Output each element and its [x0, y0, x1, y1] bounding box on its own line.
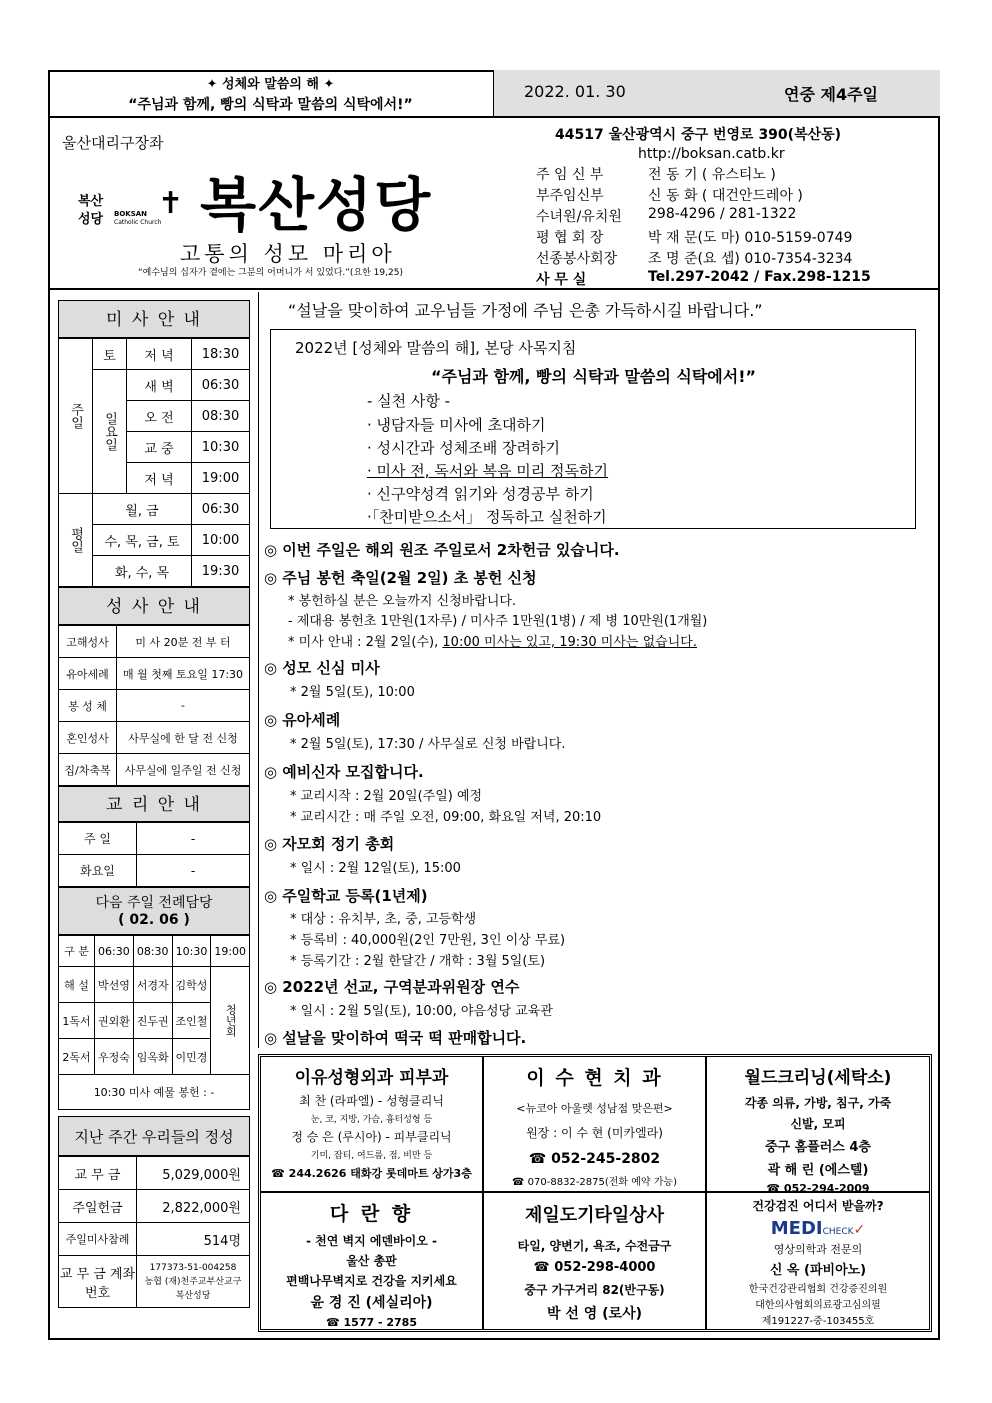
doctrine-title: 교 리 안 내: [58, 786, 250, 822]
youth-group: 청년회: [211, 967, 250, 1075]
notice-detail: * 교리시작 : 2월 20일(주일) 예정: [290, 789, 483, 804]
practice-item: · 신구약성격 읽기와 성경공부 하기: [367, 485, 594, 503]
staff-value: 298-4296 / 281-1322: [648, 206, 797, 222]
staff-value: 조 명 준(요 셉) 010-7354-3234: [648, 251, 853, 267]
finance-value: 514명: [137, 1223, 250, 1256]
ad-line: 기미, 잡티, 여드름, 점, 비만 등: [310, 1151, 433, 1161]
staff-role: 주 임 신 부: [536, 167, 604, 183]
ad-line: 원장 : 이 수 현 (미카엘라): [526, 1126, 663, 1140]
ad-phone: ☎ 1577 - 2785: [326, 1316, 417, 1329]
duty-head: 06:30: [95, 936, 134, 967]
sacrament-name: 봉 성 체: [59, 690, 117, 722]
notice-heading: ◎ 성모 신심 미사: [264, 659, 380, 677]
ad-line: <뉴코아 아울렛 성남점 맞은편>: [516, 1102, 673, 1115]
ad-title: 건강검진 어디서 받을까?: [752, 1199, 884, 1213]
duty-title: 다음 주일 전례담당: [95, 895, 213, 911]
duty-role: 2독서: [59, 1039, 95, 1075]
check-icon: ✓: [853, 1222, 866, 1238]
duty-head: 19:00: [211, 936, 250, 967]
mass-time: 10:00: [192, 525, 250, 556]
sacrament-name: 혼인성사: [59, 722, 117, 754]
sacrament-value: 사무실에 일주일 전 신청: [117, 754, 250, 786]
logo-en-1: BOKSAN: [114, 210, 148, 218]
ad-line: 곽 해 린 (에스텔): [767, 1163, 869, 1178]
mass-time: 19:00: [192, 463, 250, 494]
notice-heading: ◎ 주일학교 등록(1년제): [264, 887, 428, 905]
notice-heading: ◎ 예비신자 모집합니다.: [264, 763, 424, 781]
staff-role: 부주임신부: [536, 188, 604, 204]
duty-date: ( 02. 06 ): [118, 912, 190, 928]
sacrament-title: 성 사 안 내: [58, 587, 250, 625]
finance-name: 주일미사참례: [59, 1223, 137, 1256]
sacrament-value: -: [117, 690, 250, 722]
ad-tile: [483, 1192, 706, 1330]
ad-line: 신 옥 (파비아노): [769, 1263, 867, 1278]
ad-title: 이 수 현 치 과: [526, 1067, 663, 1089]
finance-name: 교 무 금: [59, 1157, 137, 1190]
ad-line: - 천연 벽지 에덴바이오 -: [305, 1234, 437, 1248]
left-column: [58, 300, 250, 1308]
mass-name: 오 전: [127, 401, 192, 432]
medicheck-logo-sub: CHECK: [822, 1227, 854, 1237]
practice-item: · 미사 전, 독서와 복음 미리 정독하기: [367, 462, 609, 480]
ad-line: 영상의학과 전문의: [773, 1243, 863, 1256]
ad-wallpaper: [260, 1192, 483, 1330]
doctrine-table: [58, 822, 250, 887]
ad-health-check: [706, 1192, 930, 1330]
staff-list: [536, 164, 936, 290]
duty-head: 08:30: [133, 936, 172, 967]
notice-heading: ◎ 유아세례: [264, 711, 341, 729]
account-label: 교 무 금 계좌번호: [59, 1256, 137, 1308]
medicheck-logo-main: MEDI: [770, 1218, 823, 1239]
bible-quote: “예수님의 십자가 곁에는 그분의 어머니가 서 있었다.”(요한 19,25): [138, 268, 403, 278]
notice-detail: * 2월 5일(토), 10:00: [290, 685, 415, 700]
mass-name: 저 녁: [127, 339, 192, 370]
notice-detail: * 교리시간 : 매 주일 오전, 09:00, 화요일 저녁, 20:10: [290, 810, 602, 825]
notice-detail-underline: 10:00 미사는 있고, 19:30 미사는 없습니다.: [442, 635, 697, 650]
practice-title: - 실천 사항 -: [367, 392, 451, 410]
ad-phone: ☎ 052-294-2009: [766, 1182, 870, 1192]
staff-value: Tel.297-2042 / Fax.298-1215: [648, 269, 871, 285]
notice-detail-text: * 미사 안내 : 2월 2일(수),: [288, 635, 443, 650]
sacrament-table: [58, 625, 250, 786]
ad-line: 신발, 모피: [790, 1117, 846, 1131]
ad-dental: [483, 1056, 706, 1192]
ad-phone: ☎ 052-298-4000: [533, 1260, 656, 1275]
staff-role: 수녀원/유치원: [536, 209, 622, 225]
notice-detail: [288, 631, 697, 650]
mass-name: 새 벽: [127, 370, 192, 401]
mass-time: 19:30: [192, 556, 250, 587]
ad-line: 정 승 은 (루시아) - 피부클리닉: [291, 1130, 452, 1144]
account-info: [137, 1256, 250, 1308]
mass-time: 08:30: [192, 401, 250, 432]
patron: 고통의 성모 마리아: [180, 242, 396, 266]
account-number: 177373-51-004258: [149, 1262, 237, 1273]
cross-icon: ✝: [158, 186, 184, 221]
notice-detail: * 등록비 : 40,000원(2인 7만원, 3인 이상 무료): [290, 933, 566, 948]
ad-line: 대한의사협회의료광고심의필: [755, 1300, 881, 1311]
notice-detail: - 제대용 봉헌초 1만원(1자루) / 미사주 1만원(1병) / 제 병 10만원(1개월): [288, 614, 708, 629]
mass-table: [58, 338, 250, 587]
mass-title: 미 사 안 내: [58, 300, 250, 338]
practice-item: ·「찬미받으소서」 정독하고 실천하기: [367, 508, 607, 526]
logo: [78, 186, 188, 230]
logo-small-2: 성당: [78, 212, 104, 227]
ad-line: 박 선 영 (로사): [546, 1306, 643, 1322]
weekday-label: 평일: [59, 494, 93, 587]
notice-heading: ◎ 주님 봉헌 축일(2월 2일) 초 봉헌 신청: [264, 569, 537, 587]
notice-heading: ◎ 이번 주일은 해외 원조 주일로서 2차헌금 있습니다.: [264, 541, 620, 559]
duty-person: 서경자: [133, 967, 172, 1003]
mass-day: 토: [93, 339, 127, 370]
duty-person: 이민경: [172, 1039, 211, 1075]
ad-title: 월드크리닝(세탁소): [744, 1068, 892, 1088]
duty-person: 임옥화: [133, 1039, 172, 1075]
sacrament-name: 유아세례: [59, 658, 117, 690]
sunday-sub-label: 일요일: [93, 370, 127, 494]
staff-value: 박 재 문(도 마) 010-5159-0749: [648, 230, 853, 246]
parish-name: 복산성당: [200, 171, 433, 239]
mass-day: 수, 목, 금, 토: [93, 525, 192, 556]
ad-plastic-surgery: [260, 1056, 483, 1192]
ad-line: 최 찬 (라파엘) - 성형클리닉: [299, 1094, 444, 1108]
notice-heading: ◎ 2022년 선교, 구역분과위원장 연수: [264, 978, 520, 996]
ad-line: 각종 의류, 가방, 침구, 가죽: [744, 1096, 892, 1110]
ad-title: 제일도기타일상사: [524, 1205, 665, 1226]
duty-head: 10:30: [172, 936, 211, 967]
website: http://boksan.catb.kr: [638, 146, 785, 162]
staff-role: 사 무 실: [536, 272, 587, 288]
finance-table: [58, 1156, 250, 1308]
sacrament-value: 매 월 첫째 토요일 17:30: [117, 658, 250, 690]
address: 44517 울산광역시 중구 번영로 390(복산동): [555, 127, 842, 143]
greeting: “설날을 맞이하여 교우님들 가정에 주님 은총 가득하시길 바랍니다.”: [288, 301, 763, 320]
duty-person: 조인철: [172, 1003, 211, 1039]
practice-item: · 냉담자들 미사에 초대하기: [367, 416, 546, 434]
mass-name: 교 중: [127, 432, 192, 463]
account-bank: 농협 (재)천주교부산교구: [144, 1276, 242, 1287]
notice-heading: ◎ 설날을 맞이하여 떡국 떡 판매합니다.: [264, 1029, 527, 1047]
sacrament-value: 미 사 20분 전 부 터: [117, 626, 250, 658]
practice-item: · 성시간과 성체조배 장려하기: [367, 439, 560, 457]
sunday-label: 주일: [59, 339, 93, 494]
pastoral-motto: “주님과 함께, 빵의 식탁과 말씀의 식탁에서!”: [431, 367, 757, 386]
ad-phone: ☎ 244.2626 태화강 롯데마트 상가3층: [271, 1167, 472, 1180]
sacrament-name: 집/차축복: [59, 754, 117, 786]
finance-name: 주일헌금: [59, 1190, 137, 1223]
notice-detail: * 일시 : 2월 5일(토), 10:00, 야음성당 교육관: [290, 1004, 553, 1019]
ad-line: 제191227-중-103455호: [761, 1316, 875, 1327]
doctrine-value: -: [137, 855, 250, 887]
mass-day: 화, 수, 목: [93, 556, 192, 587]
medicheck-logo: [707, 1218, 929, 1239]
notice-detail: * 2월 5일(토), 17:30 / 사무실로 신청 바랍니다.: [290, 737, 566, 752]
finance-value: 5,029,000원: [137, 1157, 250, 1190]
ad-title: 다 란 향: [329, 1203, 414, 1225]
ad-line: 중구 홈플러스 4층: [764, 1140, 871, 1155]
header-strip: [48, 70, 940, 118]
staff-value: 전 동 기 ( 유스티노 ): [648, 167, 776, 183]
duty-table: [58, 935, 250, 1110]
staff-role: 선종봉사회장: [536, 251, 618, 267]
doctrine-value: -: [137, 823, 250, 855]
notice-detail: * 봉헌하실 분은 오늘까지 신청바랍니다.: [288, 594, 517, 609]
notice-heading: ◎ 자모회 정기 총회: [264, 835, 395, 853]
region: 울산대리구장좌: [62, 134, 164, 152]
ad-title: 이유성형외과 피부과: [294, 1068, 449, 1088]
ad-line: 울산 총판: [346, 1254, 397, 1268]
issue-date: 2022. 01. 30: [524, 82, 626, 101]
motto: “주님과 함께, 빵의 식탁과 말씀의 식탁에서!”: [128, 97, 413, 113]
pastoral-box: [270, 329, 916, 529]
staff-role: 평 협 회 장: [536, 230, 604, 246]
duty-person: 권외환: [95, 1003, 134, 1039]
ad-phone: ☎ 070-8832-2875(전화 예약 가능): [512, 1177, 677, 1188]
doctrine-name: 화요일: [59, 855, 137, 887]
notice-detail: * 대상 : 유치부, 초, 중, 고등학생: [290, 912, 477, 927]
doctrine-name: 주 일: [59, 823, 137, 855]
ad-line: 타일, 양변기, 욕조, 수전금구: [517, 1239, 672, 1253]
notice-detail: * 일시 : 2월 12일(토), 15:00: [290, 861, 461, 876]
logo-small-1: 복산: [78, 194, 104, 209]
ad-line: 윤 경 진 (세실리아): [310, 1295, 433, 1311]
pastoral-title: 2022년 [성체와 말씀의 해], 본당 사목지침: [295, 339, 577, 357]
ad-line: 눈, 코, 지방, 가슴, 흉터성형 등: [310, 1115, 433, 1125]
duty-role: 해 설: [59, 967, 95, 1003]
duty-person: 우정숙: [95, 1039, 134, 1075]
mass-time: 06:30: [192, 370, 250, 401]
duty-person: 김학성: [172, 967, 211, 1003]
parish-block: [50, 120, 938, 290]
duty-person: 진두권: [133, 1003, 172, 1039]
duty-role: 1독서: [59, 1003, 95, 1039]
finance-title: 지난 주간 우리들의 정성: [58, 1116, 250, 1156]
mass-time: 06:30: [192, 494, 250, 525]
mass-time: 18:30: [192, 339, 250, 370]
staff-value: 신 동 화 ( 대건안드레아 ): [648, 188, 803, 204]
sacrament-value: 사무실에 한 달 전 신청: [117, 722, 250, 754]
offering: 10:30 미사 예물 봉헌 : -: [59, 1075, 250, 1110]
column-divider: [258, 292, 259, 1048]
mass-name: 저 녁: [127, 463, 192, 494]
notice-detail: * 등록기간 : 2월 한달간 / 개학 : 3월 5일(토): [290, 954, 546, 969]
ad-cleaning: [706, 1056, 930, 1192]
ad-line: 중구 가구거리 82(반구동): [524, 1283, 665, 1297]
duty-person: 박선영: [95, 967, 134, 1003]
duty-header: [58, 887, 250, 935]
date-cell: [493, 70, 940, 116]
logo-en-2: Catholic Church: [114, 219, 162, 226]
year-theme: ✦ 성체와 말씀의 해 ✦: [206, 77, 335, 92]
mass-time: 10:30: [192, 432, 250, 463]
finance-value: 2,822,000원: [137, 1190, 250, 1223]
ad-line: 한국건강관리협회 건강증진의원: [748, 1284, 888, 1295]
sacrament-name: 고해성사: [59, 626, 117, 658]
account-holder: 복산성당: [175, 1290, 211, 1301]
liturgical-week: 연중 제4주일: [784, 85, 878, 104]
ad-line: 편백나무벽지로 건강을 지키세요: [286, 1274, 457, 1288]
ad-phone: ☎ 052-245-2802: [528, 1151, 661, 1167]
duty-head: 구 분: [59, 936, 95, 967]
mass-day: 월, 금: [93, 494, 192, 525]
